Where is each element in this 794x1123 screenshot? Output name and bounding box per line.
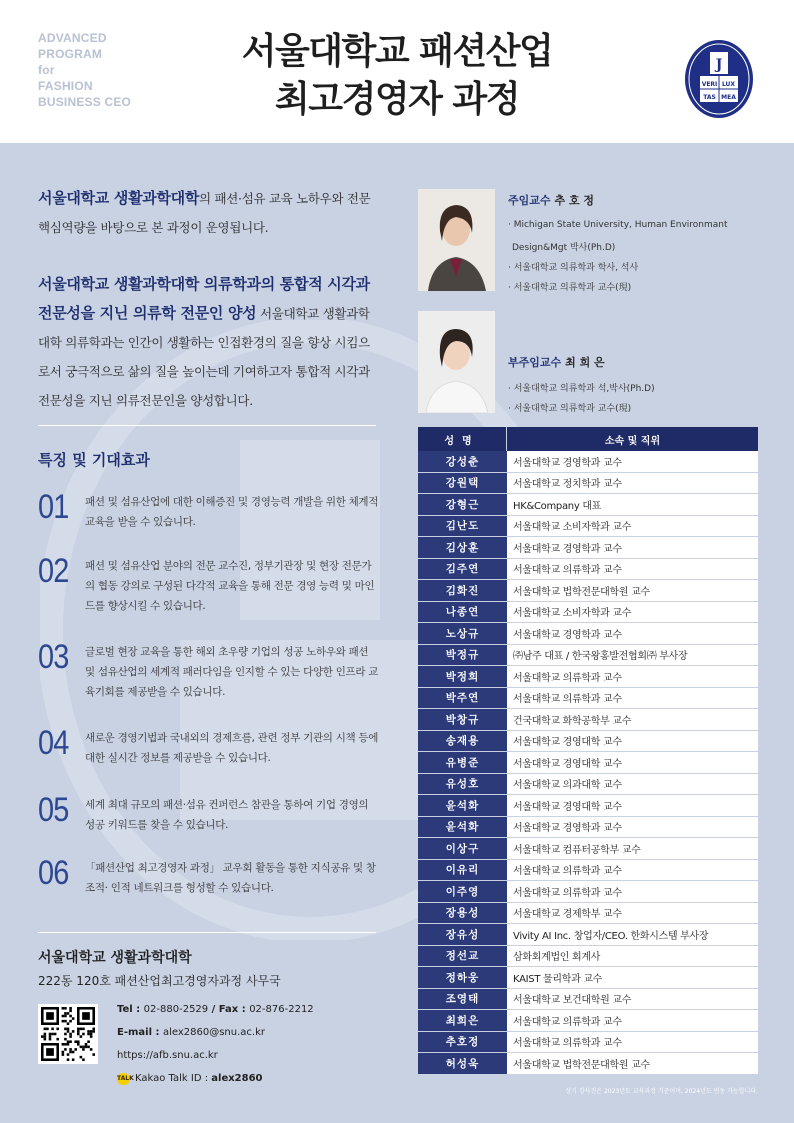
feature-text: 패션 및 섬유산업 분야의 전문 교수진, 정부기관장 및 현장 전문가의 협동 강의로 구성된 다각적 교육을 통해 전문 경영 능력 및 마인드를 향상시킬 수 있습니다. — [85, 560, 375, 612]
faculty-affiliation: 서울대학교 의류학과 교수 — [507, 1032, 758, 1053]
associate-professor-heading — [508, 354, 605, 370]
faculty-affiliation: 서울대학교 법학전문대학원 교수 — [507, 580, 758, 601]
table-row — [418, 1032, 758, 1054]
table-row — [418, 903, 758, 925]
tel-number[interactable]: 02-880-2529 — [143, 1004, 209, 1015]
professor-photo — [418, 189, 495, 291]
faculty-affiliation: 서울대학교 경영학과 교수 — [507, 623, 758, 644]
faculty-affiliation: 서울대학교 소비자학과 교수 — [507, 516, 758, 537]
intro-paragraph-2 — [38, 270, 376, 415]
faculty-affiliation: 서울대학교 경제학부 교수 — [507, 903, 758, 924]
faculty-name: 장용성 — [418, 903, 507, 924]
table-row — [418, 688, 758, 710]
faculty-affiliation: Vivity AI Inc. 창업자/CEO. 한화시스템 부사장 — [507, 924, 758, 945]
intro-text: 서울대학교 생활과학대학 의류학과는 인간이 생활하는 인접환경의 질을 향상 시킴으로서 궁극적으로 삶의 질을 높이는데 기여하고자 통합적 시각과 전문성을 지닌 의류전문인을 양성합니다. — [38, 306, 370, 408]
faculty-affiliation: 서울대학교 컴퓨터공학부 교수 — [507, 838, 758, 859]
divider — [38, 425, 376, 426]
feature-number: 06 — [38, 854, 69, 892]
emblem-text: MEA — [721, 94, 736, 101]
email-label: E-mail : — [117, 1027, 163, 1038]
table-row — [418, 1053, 758, 1075]
table-row — [418, 967, 758, 989]
table-row — [418, 989, 758, 1011]
faculty-affiliation: ㈜남주 대표 / 한국왕홍발전협회㈜ 부사장 — [507, 645, 758, 666]
divider — [38, 932, 376, 933]
table-footnote: 상기 강사진은 2023년도 교육과정 기준이며, 2024년도 변동 가능합니다. — [565, 1088, 758, 1095]
qr-code[interactable] — [38, 1004, 98, 1064]
emblem-text: TAS — [703, 94, 716, 101]
faculty-name: 박주연 — [418, 688, 507, 709]
table-row — [418, 645, 758, 667]
table-row — [418, 795, 758, 817]
table-row — [418, 709, 758, 731]
table-row — [418, 817, 758, 839]
faculty-affiliation: 서울대학교 의류학과 교수 — [507, 1010, 758, 1031]
features-title: 특징 및 기대효과 — [38, 451, 150, 469]
faculty-affiliation: 건국대학교 화학공학부 교수 — [507, 709, 758, 730]
prof-credential: · 서울대학교 의류학과 교수(現) — [508, 404, 632, 414]
faculty-name: 박정희 — [418, 666, 507, 687]
prof-credential: · 서울대학교 의류학과 학사, 석사 — [508, 263, 639, 273]
kakaotalk-icon: TALK — [117, 1073, 130, 1085]
footer-org: 서울대학교 생활과학대학 — [38, 950, 192, 966]
brand-line: BUSINESS CEO — [38, 95, 132, 109]
header — [0, 0, 794, 143]
faculty-affiliation: 서울대학교 의류학과 교수 — [507, 881, 758, 902]
faculty-name: 박정규 — [418, 645, 507, 666]
table-row — [418, 537, 758, 559]
faculty-name: 허성욱 — [418, 1053, 507, 1074]
phone-fax — [117, 1004, 314, 1015]
faculty-name: 최희은 — [418, 1010, 507, 1031]
brand-line: ADVANCED — [38, 31, 107, 45]
prof-credential: Design&Mgt 박사(Ph.D) — [512, 243, 616, 253]
table-row — [418, 924, 758, 946]
feature-text: 글로벌 현장 교육을 통한 해외 초우량 기업의 성공 노하우와 패션 및 섬유산업의 세계적 패러다임을 인지할 수 있는 다양한 인프라 교육기회를 제공받을 수 있습니다. — [85, 646, 379, 698]
faculty-affiliation: 서울대학교 경영학과 교수 — [507, 451, 758, 472]
feature-number: 02 — [38, 552, 69, 590]
feature-number: 04 — [38, 724, 69, 762]
table-row — [418, 946, 758, 968]
feature-number: 05 — [38, 791, 69, 829]
faculty-affiliation: 서울대학교 의류학과 교수 — [507, 666, 758, 687]
faculty-name: 장유성 — [418, 924, 507, 945]
table-row — [418, 860, 758, 882]
fax-label: / Fax : — [208, 1004, 250, 1015]
faculty-name: 김상훈 — [418, 537, 507, 558]
faculty-affiliation: 서울대학교 의류학과 교수 — [507, 688, 758, 709]
table-row — [418, 473, 758, 495]
faculty-affiliation: 서울대학교 법학전문대학원 교수 — [507, 1053, 758, 1074]
faculty-name: 나종연 — [418, 602, 507, 623]
fax-number: 02-876-2212 — [249, 1004, 314, 1015]
faculty-name: 김주연 — [418, 559, 507, 580]
faculty-name: 추호정 — [418, 1032, 507, 1053]
table-row — [418, 580, 758, 602]
table-row — [418, 559, 758, 581]
program-brand — [38, 30, 148, 110]
faculty-affiliation: 서울대학교 경영대학 교수 — [507, 731, 758, 752]
table-row — [418, 731, 758, 753]
intro-text: 의 패션·섬유 교육 노하우와 전문핵심역량을 바탕으로 본 과정이 운영됩니다. — [38, 191, 371, 235]
title-line-2: 최고경영자 과정 — [275, 79, 519, 120]
faculty-affiliation: KAIST 물리학과 교수 — [507, 967, 758, 988]
prof-credential: · 서울대학교 의류학과 교수(現) — [508, 283, 632, 293]
faculty-affiliation: HK&Company 대표 — [507, 494, 758, 515]
kakao-id[interactable]: alex2860 — [211, 1073, 263, 1084]
feature-text: 「패션산업 최고경영자 과정」 교우회 활동을 통한 지식공유 및 창조적· 인적 네트워크를 형성할 수 있습니다. — [85, 862, 376, 894]
faculty-affiliation: 서울대학교 경영학과 교수 — [507, 537, 758, 558]
header-affiliation: 소속 및 직위 — [604, 435, 661, 447]
table-row — [418, 752, 758, 774]
faculty-name: 강형근 — [418, 494, 507, 515]
table-body — [418, 451, 758, 1075]
intro-bold: 서울대학교 생활과학대학 — [38, 189, 200, 207]
table-row — [418, 602, 758, 624]
email-line — [117, 1027, 265, 1038]
faculty-name: 이상구 — [418, 838, 507, 859]
faculty-affiliation: 서울대학교 소비자학과 교수 — [507, 602, 758, 623]
faculty-name: 이유리 — [418, 860, 507, 881]
feature-text: 세계 최대 규모의 패션·섬유 컨퍼런스 참관을 통하여 기업 경영의 성공 키워드를 찾을 수 있습니다. — [85, 799, 369, 831]
faculty-affiliation: 서울대학교 의과대학 교수 — [507, 774, 758, 795]
faculty-name: 윤석화 — [418, 817, 507, 838]
faculty-name: 김화진 — [418, 580, 507, 601]
page-title — [180, 28, 614, 124]
faculty-name: 노상규 — [418, 623, 507, 644]
chief-professor-heading — [508, 192, 594, 208]
faculty-table — [418, 427, 758, 1075]
tel-label: Tel : — [117, 1004, 144, 1015]
email-link[interactable]: alex2860@snu.ac.kr — [162, 1027, 265, 1038]
faculty-name: 이주영 — [418, 881, 507, 902]
faculty-affiliation: 서울대학교 경영대학 교수 — [507, 795, 758, 816]
prof-role: 주임교수 — [508, 194, 551, 207]
prof-credential: · 서울대학교 의류학과 석,박사(Ph.D) — [508, 384, 655, 394]
table-row — [418, 881, 758, 903]
brand-line: PROGRAM — [38, 47, 103, 61]
table-row — [418, 838, 758, 860]
prof-name: 추 호 정 — [554, 194, 595, 207]
table-row — [418, 774, 758, 796]
faculty-affiliation: 서울대학교 의류학과 교수 — [507, 860, 758, 881]
prof-credential: · Michigan State University, Human Environmant — [508, 220, 728, 230]
title-line-1: 서울대학교 패션산업 — [241, 31, 553, 72]
table-row — [418, 1010, 758, 1032]
intro-paragraph-1 — [38, 184, 376, 242]
feature-number: 03 — [38, 638, 69, 676]
faculty-affiliation: 서울대학교 정치학과 교수 — [507, 473, 758, 494]
faculty-name: 정선교 — [418, 946, 507, 967]
faculty-name: 강원택 — [418, 473, 507, 494]
table-row — [418, 623, 758, 645]
faculty-name: 윤석화 — [418, 795, 507, 816]
table-row — [418, 666, 758, 688]
brand-line: FASHION — [38, 79, 93, 93]
faculty-affiliation: 서울대학교 보건대학원 교수 — [507, 989, 758, 1010]
feature-number: 01 — [38, 488, 69, 526]
faculty-name: 박창규 — [418, 709, 507, 730]
professor-photo — [418, 311, 495, 413]
table-row — [418, 451, 758, 473]
brand-line: for — [38, 63, 55, 77]
svg-text:J: J — [715, 57, 723, 73]
table-row — [418, 516, 758, 538]
faculty-name: 유성호 — [418, 774, 507, 795]
feature-text: 패션 및 섬유산업에 대한 이해증진 및 경영능력 개발을 위한 체계적 교육을 받을 수 있습니다. — [85, 496, 379, 528]
faculty-name: 유병준 — [418, 752, 507, 773]
snu-emblem-logo — [683, 38, 755, 120]
table-header — [418, 427, 758, 451]
website-link[interactable]: https://afb.snu.ac.kr — [117, 1050, 218, 1061]
kakao-label: Kakao Talk ID : — [135, 1073, 212, 1084]
faculty-name: 송재용 — [418, 731, 507, 752]
table-row — [418, 494, 758, 516]
kakao-line — [135, 1073, 263, 1084]
intro-bold: 서울대학교 생활과학대학 의류학과의 통합적 시각과 전문성을 지닌 의류학 전문인 양성 — [38, 275, 370, 322]
faculty-affiliation: 삼화회계법인 회계사 — [507, 946, 758, 967]
faculty-affiliation: 서울대학교 의류학과 교수 — [507, 559, 758, 580]
faculty-affiliation: 서울대학교 경영학과 교수 — [507, 817, 758, 838]
faculty-name: 강성춘 — [418, 451, 507, 472]
faculty-name: 정하웅 — [418, 967, 507, 988]
faculty-name: 조영태 — [418, 989, 507, 1010]
prof-role: 부주임교수 — [508, 356, 562, 369]
faculty-name: 김난도 — [418, 516, 507, 537]
feature-text: 새로운 경영기법과 국내외의 경제흐름, 관련 정부 기관의 시책 등에 대한 실시간 정보를 제공받을 수 있습니다. — [85, 732, 379, 764]
header-name: 성명 — [418, 427, 507, 451]
emblem-text: LUX — [721, 81, 736, 88]
prof-name: 최 희 은 — [565, 356, 605, 369]
emblem-text: VERI — [701, 81, 718, 88]
faculty-affiliation: 서울대학교 경영대학 교수 — [507, 752, 758, 773]
footer-address: 222동 120호 패션산업최고경영자과정 사무국 — [38, 974, 281, 988]
